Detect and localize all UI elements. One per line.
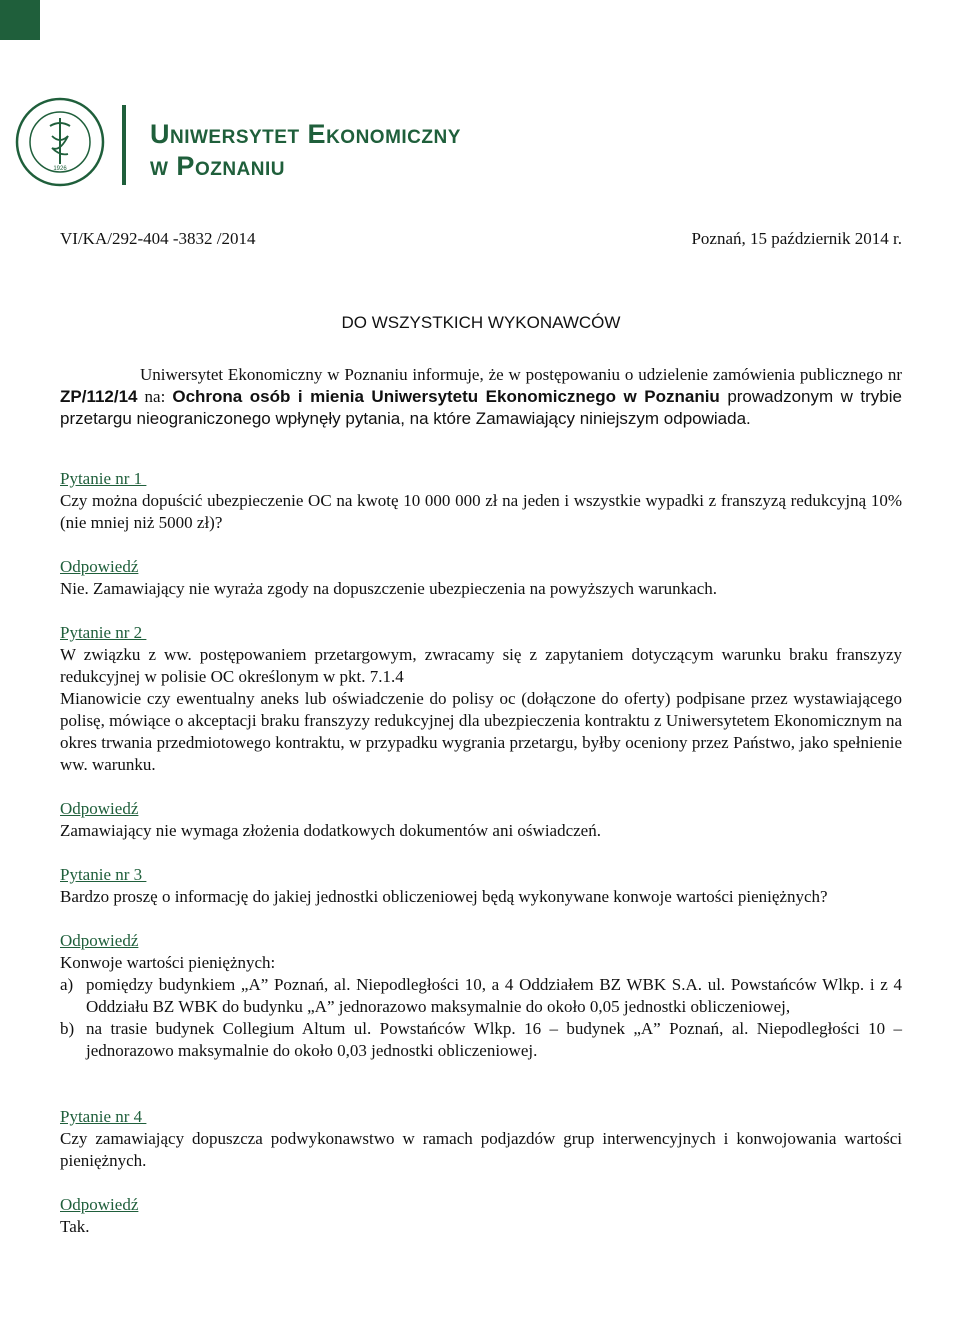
answer-2-label: Odpowiedź	[60, 799, 139, 818]
letter-date: Poznań, 15 październik 2014 r.	[691, 229, 902, 248]
answer-1-label: Odpowiedź	[60, 557, 139, 576]
answer-3-label: Odpowiedź	[60, 931, 139, 950]
logo-divider	[122, 105, 126, 185]
letter-body	[60, 222, 902, 1238]
question-3-label: Pytanie nr 3	[60, 865, 147, 884]
question-4-text: Czy zamawiający dopuszcza podwykonawstwo w ramach podjazdów grup interwencyjnych i konwojowania wartości pieniężnych.	[60, 1129, 902, 1170]
intro-subject: Ochrona osób i mienia Uniwersytetu Ekonomicznego w Poznaniu	[172, 387, 720, 406]
recipient-line: DO WSZYSTKICH WYKONAWCÓW	[341, 313, 621, 332]
list-item-text: pomiędzy budynkiem „A” Poznań, al. Niepodległości 10, a 4 Oddziałem BZ WBK S.A. ul. Powstańców Wlkp. i z 4 Oddziału BZ WBK do budynku „A” jednorazowo maksymalnie do około 0,05 jednostki obliczeniowej,	[86, 975, 902, 1016]
question-3-text: Bardzo proszę o informację do jakiej jednostki obliczeniowej będą wykonywane konwoje wartości pieniężnych?	[60, 887, 828, 906]
question-2-text-2: Mianowicie czy ewentualny aneks lub oświadczenie do polisy oc (dołączone do oferty) podpisane przez wystawiającego polisę, mówiące o akceptacji braku franszyzy redukcyjnej dla ubezpieczenia kontraktu z Uniwersytetem Ekonomicznym na okres trwania przedmiotowego kontraktu, w przypadku wygrania przetargu, byłby oceniony przez Państwo, jako spełnienie ww. warunku.	[60, 689, 902, 774]
intro-text-2: na:	[137, 387, 173, 406]
logo-line-2: w Poznaniu	[150, 151, 285, 181]
answer-4-text: Tak.	[60, 1217, 90, 1236]
university-logo-text	[150, 118, 461, 182]
answer-3-text: Konwoje wartości pieniężnych:	[60, 953, 276, 972]
intro-text-3: prowadzonym w trybie przetargu nieograniczonego wpłynęły pytania, na które Zamawiający niniejszym odpowiada.	[60, 387, 902, 428]
question-2-label: Pytanie nr 2	[60, 623, 147, 642]
question-1-label: Pytanie nr 1	[60, 469, 147, 488]
intro-paragraph	[60, 364, 902, 430]
answer-1-text: Nie. Zamawiający nie wyraża zgody na dopuszczenie ubezpieczenia na powyższych warunkach.	[60, 579, 718, 598]
university-seal-icon	[14, 96, 106, 188]
question-4-label: Pytanie nr 4	[60, 1107, 147, 1126]
intro-text-1: Uniwersytet Ekonomiczny w Poznaniu informuje, że w postępowaniu o udzielenie zamówienia publicznego nr	[140, 365, 902, 384]
list-item-text: na trasie budynek Collegium Altum ul. Powstańców Wlkp. 16 – budynek „A” Poznań, al. Niepodległości 10 – jednorazowo maksymalnie do około 0,03 jednostki obliczeniowej.	[86, 1019, 902, 1060]
letter-header	[60, 228, 902, 250]
answer-2-text: Zamawiający nie wymaga złożenia dodatkowych dokumentów ani oświadczeń.	[60, 821, 601, 840]
list-item	[60, 1018, 902, 1062]
answer-4-label: Odpowiedź	[60, 1195, 139, 1214]
intro-ref: ZP/112/14	[60, 387, 138, 406]
list-item	[60, 974, 902, 1018]
corner-accent	[0, 0, 40, 40]
list-marker: b)	[60, 1019, 75, 1038]
list-marker: a)	[60, 975, 74, 994]
logo-line-1: Uniwersytet Ekonomiczny	[150, 119, 461, 149]
question-1-text: Czy można dopuścić ubezpieczenie OC na kwotę 10 000 000 zł na jeden i wszystkie wypadki z franszyzą redukcyjną 10% (nie mniej niż 5000 zł)?	[60, 491, 902, 532]
svg-text:1926: 1926	[53, 166, 67, 172]
reference-number: VI/KA/292-404 -3832 /2014	[60, 229, 256, 248]
question-2-text: W związku z ww. postępowaniem przetargowym, zwracamy się z zapytaniem dotyczącym warunku braku franszyzy redukcyjnej w polisie OC określonym w pkt. 7.1.4	[60, 645, 902, 686]
